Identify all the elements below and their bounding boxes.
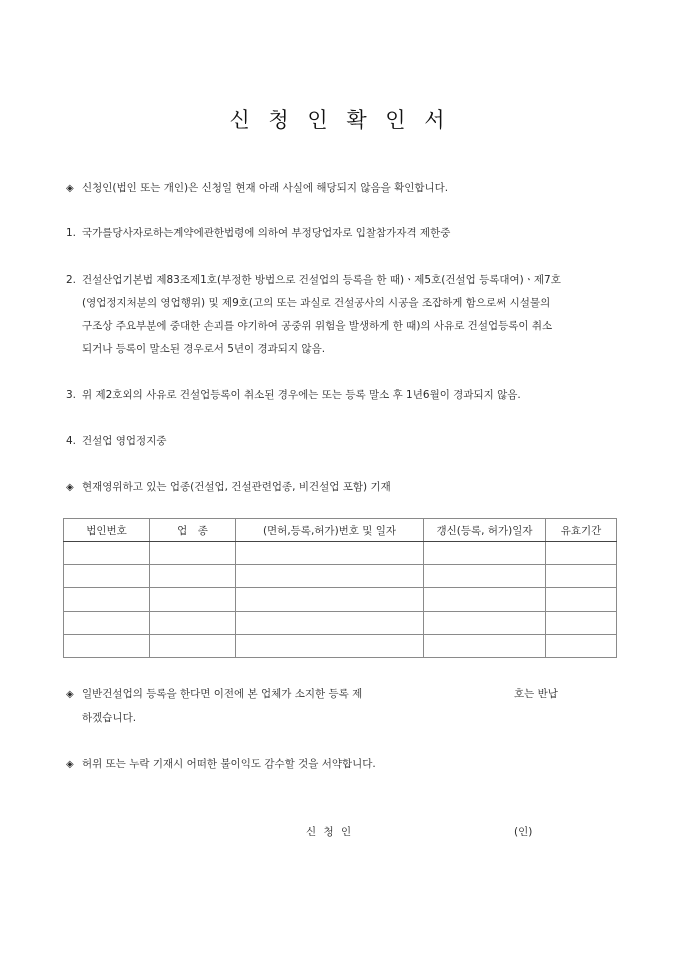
business-note-text: 현재영위하고 있는 업종(건설업, 건설관련업종, 비건설업 포함) 기재 [82,481,391,493]
table-cell[interactable] [236,542,424,565]
table-row [64,611,617,634]
table-cell[interactable] [236,611,424,634]
table-cell[interactable] [64,634,150,657]
header-validity-period: 유효기간 [546,519,617,542]
business-note [66,479,391,494]
table-cell[interactable] [424,611,546,634]
table-row [64,588,617,611]
item-3 [66,387,521,402]
table-cell[interactable] [546,611,617,634]
header-renewal-date: 갱신(등록, 허가)일자 [424,519,546,542]
seal-placeholder[interactable]: (인) [514,826,533,838]
pledge-statement [66,756,376,771]
diamond-bullet-icon: ◈ [66,689,74,700]
table-cell[interactable] [236,634,424,657]
item-text: 국가를당사자로하는계약에관한법령에 의하여 부정당업자로 입찰참가자격 제한중 [82,227,451,239]
table-row [64,634,617,657]
diamond-bullet-icon: ◈ [66,482,74,493]
return-note [66,686,362,701]
return-note-line-2: 하겠습니다. [82,712,137,724]
table-cell[interactable] [424,542,546,565]
intro-statement [66,180,448,195]
item-2-line-3: 구조상 주요부분에 중대한 손괴를 야기하여 공중위 위험을 발생하게 한 때)의 사유로 건설업등록이 취소 [82,320,553,332]
table-cell[interactable] [424,565,546,588]
table-cell[interactable] [64,565,150,588]
item-2 [66,272,561,287]
item-text: 건설업 영업정지중 [82,435,167,447]
item-number: 1. [66,227,77,239]
item-number: 3. [66,389,77,401]
header-corp-number: 법인번호 [64,519,150,542]
diamond-bullet-icon: ◈ [66,759,74,770]
item-text: 위 제2호외의 사유로 건설업등록이 취소된 경우에는 또는 등록 말소 후 1년6월이 경과되지 않음. [82,389,521,401]
applicant-label: 신 청 인 [306,826,354,838]
diamond-bullet-icon: ◈ [66,183,74,194]
return-note-text: 일반건설업의 등록을 한다면 이전에 본 업체가 소지한 등록 제 [82,688,363,700]
item-4 [66,433,166,448]
table-cell[interactable] [150,588,236,611]
pledge-text: 허위 또는 누락 기재시 어떠한 불이익도 감수할 것을 서약합니다. [82,758,376,770]
table-row [64,565,617,588]
business-table [63,518,617,658]
table-cell[interactable] [64,611,150,634]
intro-text: 신청인(법인 또는 개인)은 신청일 현재 아래 사실에 해당되지 않음을 확인합니다. [82,182,449,194]
document-title: 신 청 인 확 인 서 [229,108,451,132]
table-cell[interactable] [150,634,236,657]
item-number: 2. [66,274,77,286]
header-business-type: 업 종 [150,519,236,542]
header-license-number-date: (면허,등록,허가)번호 및 일자 [236,519,424,542]
table-cell[interactable] [236,565,424,588]
table-cell[interactable] [150,565,236,588]
item-number: 4. [66,435,77,447]
table-cell[interactable] [424,588,546,611]
table-cell[interactable] [150,611,236,634]
item-text: 건설산업기본법 제83조제1호(부정한 방법으로 건설업의 등록을 한 때)ㆍ제5호(건설업 등록대여)ㆍ제7호 [82,274,561,286]
table-cell[interactable] [546,565,617,588]
table-cell[interactable] [64,542,150,565]
table-cell[interactable] [424,634,546,657]
table-cell[interactable] [150,542,236,565]
table-header-row [64,519,617,542]
table-cell[interactable] [546,542,617,565]
table-cell[interactable] [546,634,617,657]
item-2-line-2: (영업정지처분의 영업행위) 및 제9호(고의 또는 과실로 건설공사의 시공을 조잡하게 함으로써 시설물의 [82,297,551,309]
item-2-line-4: 되거나 등록이 말소된 경우로서 5년이 경과되지 않음. [82,343,326,355]
item-1 [66,225,450,240]
table-cell[interactable] [236,588,424,611]
table-cell[interactable] [64,588,150,611]
table-row [64,542,617,565]
return-note-suffix: 호는 반납 [514,688,558,700]
table-cell[interactable] [546,588,617,611]
